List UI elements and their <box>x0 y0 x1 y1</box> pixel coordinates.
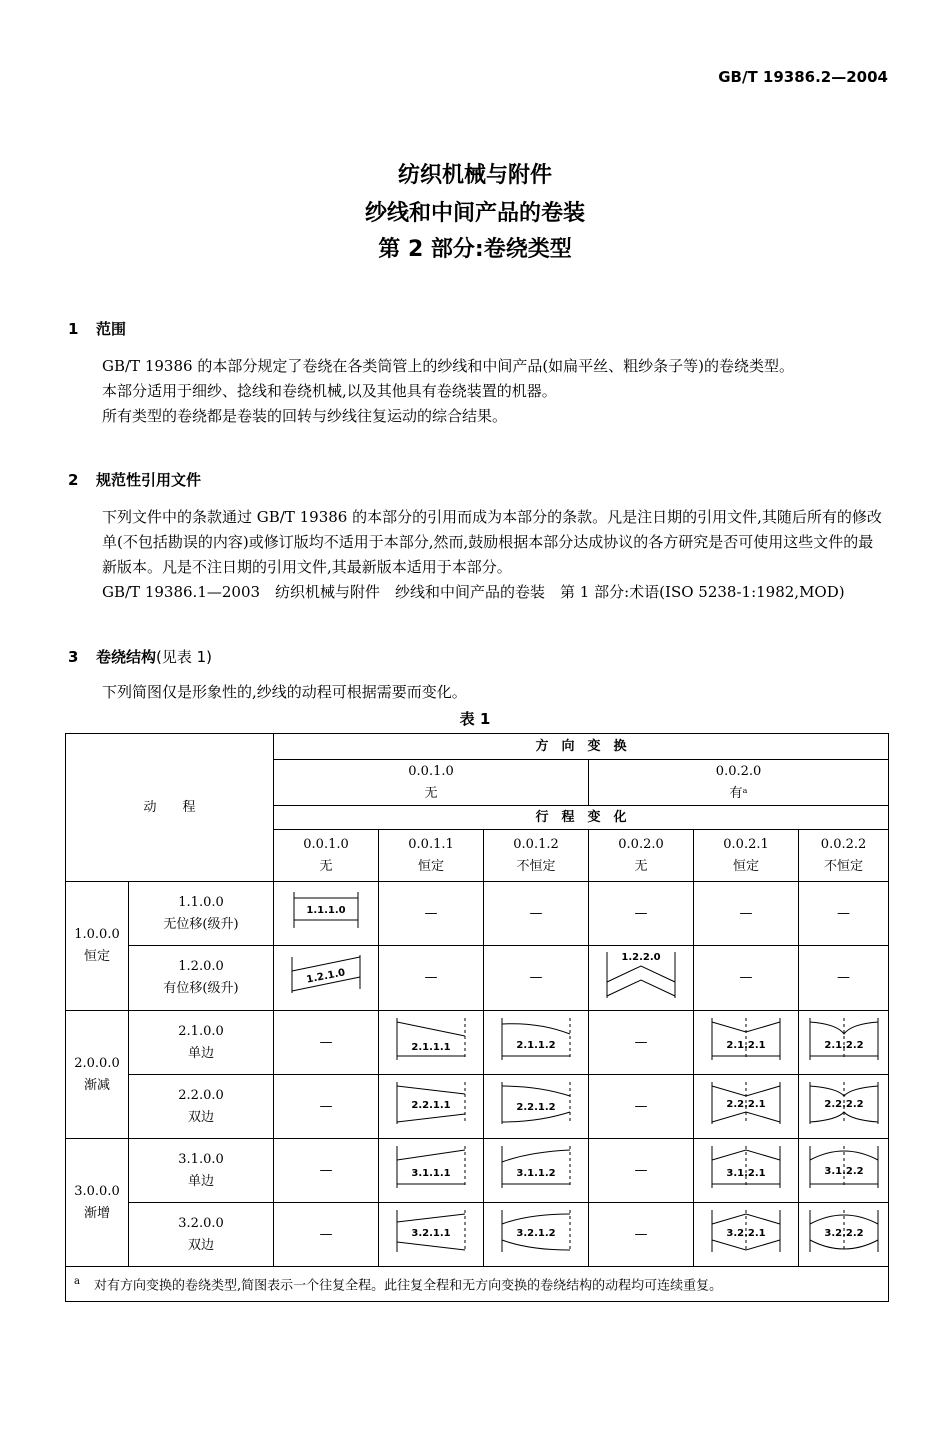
row-label: 2.2.0.0 双边 <box>129 1075 274 1139</box>
svg-text:2.2.2.1: 2.2.2.1 <box>726 1098 766 1110</box>
section-2-heading: 2 规范性引用文件 <box>68 471 202 489</box>
section-1-para-3: 所有类型的卷绕都是卷装的回转与纱线往复运动的综合结果。 <box>102 407 508 425</box>
stroke-change-header: 行 程 变 化 <box>274 806 889 830</box>
diagram-cell <box>484 1011 589 1075</box>
row-label: 2.1.0.0 单边 <box>129 1011 274 1075</box>
winding-table <box>65 733 889 1302</box>
winding-diagram <box>807 1142 881 1192</box>
diagram-cell <box>379 1203 484 1267</box>
table-caption: 表 1 <box>459 710 491 728</box>
group-cell-1: 1.0.0.0 恒定 <box>66 882 129 1011</box>
table-cell: — <box>799 946 889 1011</box>
section-1-body <box>68 354 888 429</box>
col-header: 0.0.1.0 无 <box>274 830 379 882</box>
table-cell: — <box>274 1203 379 1267</box>
svg-text:1.1.1.0: 1.1.1.0 <box>306 904 346 916</box>
table-row <box>66 946 889 1011</box>
table-cell: — <box>274 1011 379 1075</box>
table-cell: — <box>379 882 484 946</box>
table-footnote: $^a$ 对有方向变换的卷绕类型,简图表示一个往复全程。此往复全程和无方向变换的卷绕结构的动程均可连续重复。 <box>66 1267 889 1302</box>
table-row <box>66 1075 889 1139</box>
table-cell: — <box>589 1139 694 1203</box>
diagram-cell <box>484 1203 589 1267</box>
table-cell: — <box>589 1011 694 1075</box>
title-line-3: 第 2 部分:卷绕类型 <box>378 237 572 262</box>
diagram-cell <box>694 1075 799 1139</box>
col-header: 0.0.1.1 恒定 <box>379 830 484 882</box>
row-label: 3.1.0.0 单边 <box>129 1139 274 1203</box>
section-3-body <box>68 680 888 705</box>
title-line-2: 纱线和中间产品的卷装 <box>364 201 585 226</box>
svg-text:3.1.1.1: 3.1.1.1 <box>411 1167 451 1179</box>
table-cell: — <box>694 946 799 1011</box>
svg-text:2.1.1.2: 2.1.1.2 <box>516 1039 556 1051</box>
svg-text:3.2.2.1: 3.2.2.1 <box>726 1227 766 1239</box>
group-cell-2: 2.0.0.0 渐减 <box>66 1011 129 1139</box>
svg-text:2.1.2.1: 2.1.2.1 <box>726 1039 766 1051</box>
section-2-body <box>68 505 888 605</box>
svg-text:2.2.1.2: 2.2.1.2 <box>516 1101 556 1113</box>
table-row <box>66 1203 889 1267</box>
section-2-para-2: GB/T 19386.1—2003 纺织机械与附件 纱线和中间产品的卷装 第 1 部分:术语(ISO 5238-1:1982,MOD) <box>102 583 845 601</box>
section-1-heading: 1 范围 <box>68 320 127 338</box>
winding-diagram <box>289 949 363 999</box>
diagram-cell <box>379 1139 484 1203</box>
svg-text:3.2.2.2: 3.2.2.2 <box>823 1227 864 1239</box>
table-row <box>66 882 889 946</box>
diagram-cell <box>379 1075 484 1139</box>
section-1-para-2: 本部分适用于细纱、捻线和卷绕机械,以及其他具有卷绕装置的机器。 <box>102 382 557 400</box>
section-1-para-1: GB/T 19386 的本部分规定了卷绕在各类筒管上的纱线和中间产品(如扁平丝、粗纱条子等)的卷绕类型。 <box>102 357 795 375</box>
winding-diagram <box>604 946 678 1002</box>
table-cell: — <box>589 1075 694 1139</box>
group-cell-3: 3.0.0.0 渐增 <box>66 1139 129 1267</box>
svg-text:3.1.2.2: 3.1.2.2 <box>823 1165 864 1177</box>
winding-diagram <box>394 1142 468 1192</box>
diagram-cell <box>274 882 379 946</box>
table-cell: — <box>589 882 694 946</box>
svg-text:2.2.2.2: 2.2.2.2 <box>823 1098 864 1110</box>
diagram-cell <box>694 1139 799 1203</box>
diagram-cell <box>484 1139 589 1203</box>
diagram-cell <box>799 1011 889 1075</box>
table-cell: — <box>274 1075 379 1139</box>
table-row <box>66 1139 889 1203</box>
winding-diagram <box>499 1014 573 1064</box>
section-3-para-1: 下列简图仅是形象性的,纱线的动程可根据需要而变化。 <box>102 683 467 701</box>
standard-number: GB/T 19386.2—2004 <box>718 68 888 86</box>
row-label: 1.1.0.0 无位移(级升) <box>129 882 274 946</box>
table-cell: — <box>799 882 889 946</box>
direction-change-header: 方 向 变 换 <box>274 734 889 760</box>
diagram-cell <box>484 1075 589 1139</box>
winding-diagram <box>807 1078 881 1128</box>
winding-diagram <box>709 1142 783 1192</box>
table-row <box>66 1011 889 1075</box>
corner-cell: 动 程 <box>66 734 274 882</box>
svg-text:3.1.2.1: 3.1.2.1 <box>726 1167 766 1179</box>
winding-diagram <box>807 1014 881 1064</box>
diagram-cell <box>694 1011 799 1075</box>
winding-diagram <box>499 1142 573 1192</box>
winding-diagram <box>394 1206 468 1256</box>
group2-header: 0.0.2.0 有ᵃ <box>589 760 889 806</box>
diagram-cell <box>799 1075 889 1139</box>
table-cell: — <box>274 1139 379 1203</box>
table-cell: — <box>484 946 589 1011</box>
col-header: 0.0.2.1 恒定 <box>694 830 799 882</box>
col-header: 0.0.1.2 不恒定 <box>484 830 589 882</box>
diagram-cell <box>799 1203 889 1267</box>
winding-diagram <box>709 1078 783 1128</box>
section-3-heading: 3 卷绕结构(见表 1) <box>68 648 213 666</box>
svg-text:2.1.1.1: 2.1.1.1 <box>411 1041 451 1053</box>
svg-text:3.1.1.2: 3.1.1.2 <box>516 1167 556 1179</box>
col-header: 0.0.2.0 无 <box>589 830 694 882</box>
svg-text:2.2.1.1: 2.2.1.1 <box>411 1099 451 1111</box>
svg-text:1.2.2.0: 1.2.2.0 <box>621 952 661 963</box>
winding-diagram <box>394 1078 468 1128</box>
winding-diagram <box>499 1078 573 1128</box>
diagram-cell <box>274 946 379 1011</box>
winding-diagram <box>291 888 361 932</box>
diagram-cell <box>694 1203 799 1267</box>
winding-diagram <box>807 1206 881 1256</box>
winding-diagram <box>394 1014 468 1064</box>
diagram-cell <box>589 946 694 1011</box>
table-cell: — <box>484 882 589 946</box>
col-header: 0.0.2.2 不恒定 <box>799 830 889 882</box>
diagram-cell <box>799 1139 889 1203</box>
title-line-1: 纺织机械与附件 <box>397 163 552 188</box>
row-label: 1.2.0.0 有位移(级升) <box>129 946 274 1011</box>
svg-text:3.2.1.2: 3.2.1.2 <box>516 1227 556 1239</box>
table-cell: — <box>694 882 799 946</box>
winding-diagram <box>709 1014 783 1064</box>
table-cell: — <box>589 1203 694 1267</box>
section-2-para-1: 下列文件中的条款通过 GB/T 19386 的本部分的引用而成为本部分的条款。凡是注日期的引用文件,其随后所有的修改单(不包括勘误的内容)或修订版均不适用于本部分,然而,鼓励根据本部分达成协议的各方研究是否可使用这些文件的最新版本。凡是不注日期的引用文件,其最新版本适用于本部分。 <box>102 508 882 576</box>
winding-diagram <box>709 1206 783 1256</box>
svg-text:2.1.2.2: 2.1.2.2 <box>823 1039 864 1051</box>
winding-diagram <box>499 1206 573 1256</box>
svg-text:3.2.1.1: 3.2.1.1 <box>411 1227 451 1239</box>
svg-text:1.2.1.0: 1.2.1.0 <box>305 967 347 986</box>
row-label: 3.2.0.0 双边 <box>129 1203 274 1267</box>
table-cell: — <box>379 946 484 1011</box>
diagram-cell <box>379 1011 484 1075</box>
group1-header: 0.0.1.0 无 <box>274 760 589 806</box>
footnote-row <box>66 1267 889 1302</box>
